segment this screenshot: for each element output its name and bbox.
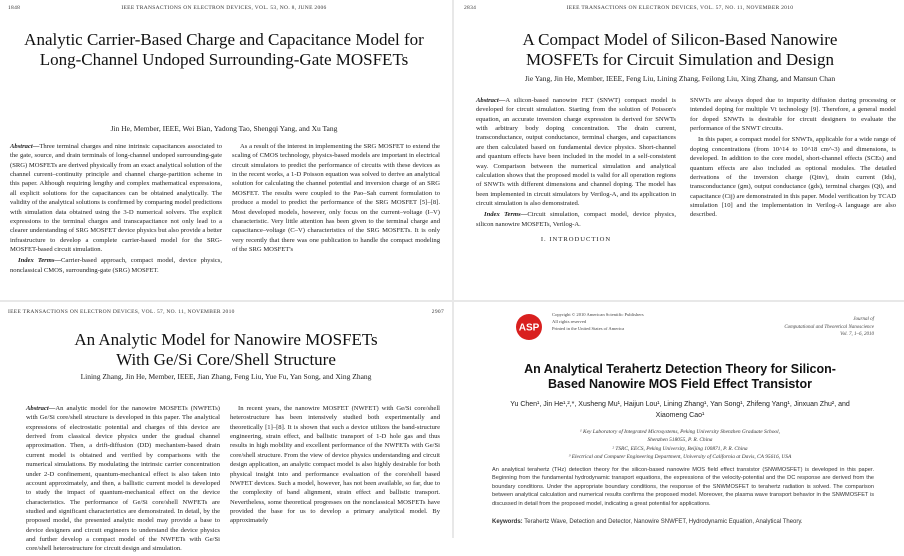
abstract-text: Three terminal charges and nine intrinsic capacitances associated to the gate, source, and drain terminals of long-channel undoped surrounding-gate (SRG) MOSFETs are derived physically from an exact analytical solution of the channel current–continuity principle and channel charge-partition scheme in this paper. Although requiring lengthy and complex mathematical expressions, all explicit solutions for the capacitances can be obtained analytically. The validity of the analytical solutions is confirmed by comparing model predictions with simulation data obtained using the 3-D numerical solvers. The explicit expressions to the terminal charges and transcapacitance not only lead to a clearer understanding of SRG MOSFET device physics but also provide a better infrastructure to develop a complete carrier-based model for the SRG-MOSFET-based circuit simulation. (10, 143, 222, 253)
body-text: In recent years, the nanowire MOSFET (NWFET) with Ge/Si core/shell heterostructure has been intensively studied both experimentally and theoretically [1]–[8]. It is shown that such a device utilizes the band-structure engineering, strain effect, and ballistic transport of 1-D hole gas and thus results in high mobility and excellent performance of the NWFETs with Ge/Si core/shell structure. From the view of device physics understanding and circuit design application, an analytic compact model is also highly desirable for both physical insight into and performance evaluation of the core/shell based NWFET devices. Such a model, however, has not been available, so far, due to the complexity of band alignment, strain effect and ballistic transport. Nevertheless, some theoretical progresses on the nonclassical MOSFETs have provided the base for us to develop a primary analytical model. By approximately (230, 405, 440, 525)
journal-header: IEEE TRANSACTIONS ON ELECTRON DEVICES, VOL. 57, NO. 11, NOVEMBER 2010 (8, 309, 235, 315)
abstract-text: An analytic model for the nanowire MOSFETs (NWFETs) with Ge/Si core/shell structure is developed in this paper. The analytical expressions of electrostatic potential and charges of this device are derived from classical device physics under the gradual channel approximation. Then, a drift-diffusion (DD) mechanism-based drain current model is obtained and verified by comparisons with the numerical simulations. By modulating the intrinsic carrier concentration under 2-D confinement, quantum-mechanical effect is also taken into account approximately, and then, a ballistic current model is developed to study the impact of quantum-mechanical effect on the device characteristics. The performance of Ge/Si core/shell NWFETs are studied and significant characteristics are demonstrated. In detail, by the proposed model, the presented analytic model may provide a base to device designers and circuit engineers to understand the device physics and further develop a compact model of the NWFETs with Ge/Si core/shell heterostructure for circuit design and simulation. (26, 405, 220, 553)
affiliation-3: ² TSRC, EECS, Peking University, Beijing 100871, P. R. China (612, 445, 748, 452)
publisher-info (552, 312, 702, 333)
journal-line-3: Vol. 7, 1–6, 2010 (840, 332, 874, 337)
abstract-text: An analytical terahertz (THz) detection theory for the silicon-based nanowire MOS field effect transistor (SNWMOSFET) is developed in this paper. Beginning from the fundamental hydrodynamic transport equations, the expressions of the velocity-potential and the DC response are derived from the boundary conditions. Under the appropriate boundary conditions, the response of the SNWMOSFET to terahertz radiation is solved. The comparison between analytical calculation and numerical results confirms the proposed model. Moreover, the plasma wave transport behavior in the SNWMOSFET is discussed in detail from the proposed model, indicating a great potential for applications. (492, 467, 874, 507)
affiliation-2: Shenzhen 518055, P. R. China (647, 437, 713, 444)
affiliation-4: ³ Electrical and Computer Engineering Department, University of California at Davis, CA 95616, USA (568, 454, 792, 461)
paper-title: A Compact Model of Silicon-Based Nanowire MOSFETs for Circuit Simulation and Design (522, 30, 838, 70)
abstract-lead: Abstract— (476, 97, 506, 104)
body-text-2: In this paper, a compact model for SNWTs, applicable for a wide range of doping concentrations (from 10^14 to 10^18 cm^-3) and dimensions, is developed. In addition to the core model, short-channel effects (SCEs) and quantum effects are also included as optional modules. The detailed derivations of the inversion charge (Qinv), drain current (Ids), transconductance (gm), output conductance (gds), terminal charges (Qi), and capacitance (Cij) are demonstrated in this paper. Model verification by TCAD simulation [10] and the implementation in Verilog-A language are also described. (690, 136, 896, 219)
rights-line: All rights reserved (552, 318, 587, 324)
index-terms-lead: Index Terms— (18, 257, 62, 265)
running-header (8, 309, 444, 315)
journal-line-1: Journal of (853, 317, 874, 322)
abstract-column (26, 404, 220, 556)
printed-line: Printed in the United States of America (552, 325, 625, 331)
keywords-lead: Keywords: (492, 519, 523, 525)
abstract-column (10, 142, 222, 277)
body-text: As a result of the interest in implementing the SRG MOSFET to extend the scaling of CMOS technology, physics-based models are important in electrical circuit simulators to predict the performance of circuits with these devices as in the recent works, a 1-D Poisson equation was solved to derive an analytical solution for calculating the channel potential and inversion charge of an SRG MOSFET. The results were coupled to the Pao–Sah current formulation to produce a model to predict the performance of the SRG MOSFET [5]–[8]. Most developed models, however, only focus on the current–voltage (I–V) characteristic. Very little attention has been given to the terminal charge and capacitance–voltage (C–V) characteristics of the SRG MOSFETs. It is only very recently that there was one publication to handle the compact modeling of the SRG MOSFET's (232, 143, 440, 253)
paper-4 (456, 304, 904, 538)
journal-info (734, 316, 874, 339)
abstract-column (476, 96, 676, 244)
paper-authors: Jie Yang, Jin He, Member, IEEE, Feng Liu, Lining Zhang, Feilong Liu, Xing Zhang, and Mansun Chan (524, 74, 836, 83)
paper-title: An Analytic Model for Nanowire MOSFETs With Ge/Si Core/Shell Structure (74, 330, 378, 370)
running-header (464, 5, 896, 11)
paper-authors: Yu Chen¹, Jin He¹,²,*, Xusheng Mu¹, Haijun Lou¹, Lining Zhang¹, Yan Song¹, Zhifeng Yang¹, Jinxuan Zhu², and Xiaomeng Cao¹ (510, 401, 850, 419)
logo-text: ASP (518, 322, 540, 334)
paper-3 (0, 304, 452, 553)
index-terms-text: Carrier-based approach, compact model, device physics, nonclassical CMOS, surrounding-gate (SRG) MOSFET. (10, 257, 223, 274)
section-heading: I. INTRODUCTION (540, 236, 612, 244)
keywords-text: Terahertz Wave, Detection and Detector, Nanowire SNWFET, Hydrodynamic Equation, Analytical Theory. (524, 519, 803, 525)
abstract-lead: Abstract— (26, 405, 56, 412)
index-terms-lead: Index Terms— (484, 211, 528, 219)
abstract-lead: Abstract— (10, 143, 40, 150)
paper-1 (0, 0, 448, 298)
running-header (8, 5, 440, 11)
body-column (232, 142, 440, 256)
copyright-line: Copyright © 2010 American Scientific Publishers (552, 312, 644, 317)
paper-title: An Analytical Terahertz Detection Theory for Silicon-Based Nanowire MOS Field Effect Transistor (524, 362, 836, 391)
paper-authors: Jin He, Member, IEEE, Wei Bian, Yadong Tao, Shengqi Yang, and Xu Tang (110, 124, 338, 133)
journal-line-2: Computational and Theoretical Nanoscience (784, 324, 874, 330)
page-number: 2907 (431, 309, 444, 315)
paper-title: Analytic Carrier-Based Charge and Capacitance Model for Long-Channel Undoped Surrounding-Gate MOSFETs (24, 30, 424, 70)
affiliations (496, 428, 864, 462)
journal-header: IEEE TRANSACTIONS ON ELECTRON DEVICES, VOL. 53, NO. 8, JUNE 2006 (121, 5, 327, 11)
body-text-1: SNWTs are always doped due to impurity diffusion during processing or intended doping for multiple Vt technology [9]. Therefore, a general model for doped SNWTs is desirable for circuit designers to evaluate the performance of the SNWT circuits. (690, 97, 896, 133)
publisher-logo (514, 312, 548, 342)
paper-authors: Lining Zhang, Jin He, Member, IEEE, Jian Zhang, Feng Liu, Yue Fu, Yan Song, and Xing Zhang (80, 372, 372, 381)
vertical-divider (452, 0, 454, 538)
page-number: 1848 (8, 5, 21, 11)
index-terms-text: Circuit simulation, compact model, device physics, silicon nanowire MOSFETs, Verilog-A. (476, 211, 676, 228)
journal-header: IEEE TRANSACTIONS ON ELECTRON DEVICES, VOL. 57, NO. 11, NOVEMBER 2010 (566, 5, 794, 11)
affiliation-1: ¹ Key Laboratory of Integrated Microsystems, Peking University Shenzhen Graduate School, (580, 429, 780, 435)
abstract-text: A silicon-based nanowire FET (SNWT) compact model is developed for circuit simulation. Starting from the solution of Poisson's equation, an accurate inversion charge expression is derived for SNWTs with arbitrary body doping concentration. The drain current, transconductance, output conductance, terminal charges, and capacitances are then calculated based on fundamental device physics. Short-channel and quantum effects have been included in the model in a self-consistent way. Comparison between the numerical simulation and analytical calculation shows that the proposed model is valid for all operation regions of SNWTs with different dimensions and channel doping. The model has been implemented in circuit simulators by Verilog-A, and its application in circuit simulation is also demonstrated. (476, 97, 676, 207)
page-number: 2834 (464, 5, 477, 11)
body-column (230, 404, 440, 528)
paper-2 (456, 0, 904, 298)
body-column (690, 96, 896, 222)
keywords (492, 518, 874, 526)
horizontal-divider (0, 300, 904, 302)
